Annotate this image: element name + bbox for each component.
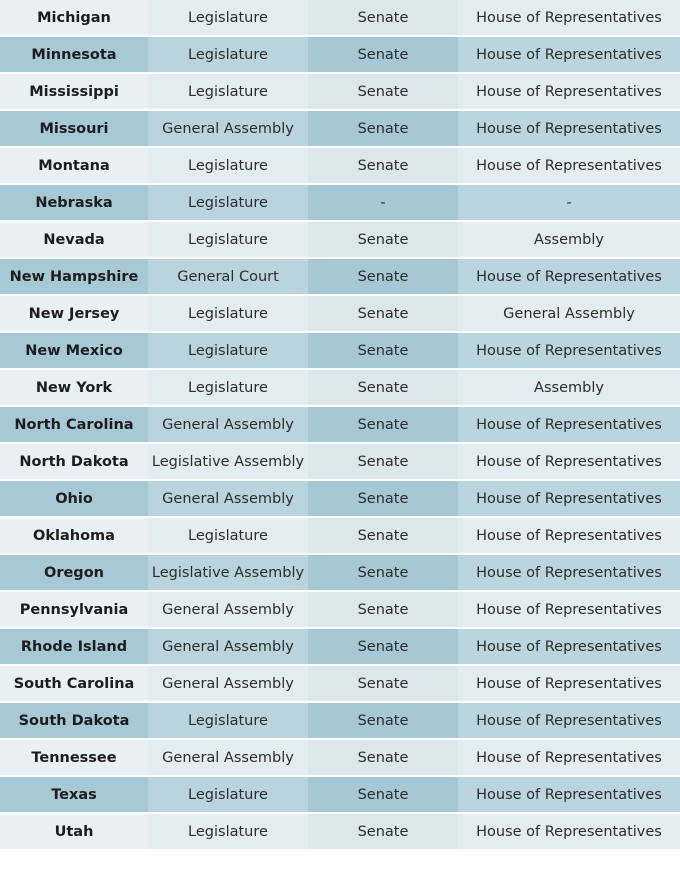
- lower-house-cell: House of Representatives: [458, 592, 680, 629]
- upper-house-cell: Senate: [308, 666, 458, 703]
- legislature-name-cell: Legislature: [148, 703, 308, 740]
- lower-house-cell: Assembly: [458, 222, 680, 259]
- state-name-cell: Rhode Island: [0, 629, 148, 666]
- upper-house-cell: Senate: [308, 111, 458, 148]
- state-name-cell: Oregon: [0, 555, 148, 592]
- lower-house-cell: Assembly: [458, 370, 680, 407]
- lower-house-cell: House of Representatives: [458, 444, 680, 481]
- lower-house-cell: House of Representatives: [458, 666, 680, 703]
- table-row: [0, 444, 680, 481]
- lower-house-cell: House of Representatives: [458, 555, 680, 592]
- lower-house-cell: House of Representatives: [458, 37, 680, 74]
- upper-house-cell: -: [308, 185, 458, 222]
- upper-house-cell: Senate: [308, 518, 458, 555]
- table-row: [0, 703, 680, 740]
- legislature-name-cell: Legislature: [148, 148, 308, 185]
- table-row: [0, 0, 680, 37]
- state-name-cell: New Mexico: [0, 333, 148, 370]
- upper-house-cell: Senate: [308, 814, 458, 851]
- upper-house-cell: Senate: [308, 740, 458, 777]
- legislature-name-cell: Legislature: [148, 74, 308, 111]
- lower-house-cell: House of Representatives: [458, 333, 680, 370]
- upper-house-cell: Senate: [308, 37, 458, 74]
- table-row: [0, 333, 680, 370]
- legislature-name-cell: General Assembly: [148, 666, 308, 703]
- upper-house-cell: Senate: [308, 222, 458, 259]
- table-row: [0, 481, 680, 518]
- legislature-name-cell: Legislature: [148, 814, 308, 851]
- lower-house-cell: House of Representatives: [458, 481, 680, 518]
- upper-house-cell: Senate: [308, 444, 458, 481]
- upper-house-cell: Senate: [308, 296, 458, 333]
- state-name-cell: Utah: [0, 814, 148, 851]
- state-name-cell: North Dakota: [0, 444, 148, 481]
- state-name-cell: South Dakota: [0, 703, 148, 740]
- state-name-cell: Tennessee: [0, 740, 148, 777]
- table-row: [0, 629, 680, 666]
- legislature-name-cell: Legislative Assembly: [148, 444, 308, 481]
- legislature-name-cell: Legislature: [148, 518, 308, 555]
- state-name-cell: South Carolina: [0, 666, 148, 703]
- table-row: [0, 740, 680, 777]
- state-name-cell: Montana: [0, 148, 148, 185]
- upper-house-cell: Senate: [308, 259, 458, 296]
- state-name-cell: Mississippi: [0, 74, 148, 111]
- legislature-name-cell: Legislature: [148, 222, 308, 259]
- lower-house-cell: House of Representatives: [458, 703, 680, 740]
- table-row: [0, 592, 680, 629]
- state-name-cell: Michigan: [0, 0, 148, 37]
- upper-house-cell: Senate: [308, 481, 458, 518]
- table-row: [0, 296, 680, 333]
- table-row: [0, 111, 680, 148]
- legislature-name-cell: Legislature: [148, 296, 308, 333]
- upper-house-cell: Senate: [308, 0, 458, 37]
- lower-house-cell: General Assembly: [458, 296, 680, 333]
- state-name-cell: Ohio: [0, 481, 148, 518]
- state-name-cell: Minnesota: [0, 37, 148, 74]
- legislature-name-cell: Legislature: [148, 333, 308, 370]
- state-name-cell: Oklahoma: [0, 518, 148, 555]
- table-row: [0, 37, 680, 74]
- legislature-name-cell: Legislative Assembly: [148, 555, 308, 592]
- table-row: [0, 407, 680, 444]
- legislature-name-cell: General Assembly: [148, 481, 308, 518]
- lower-house-cell: House of Representatives: [458, 814, 680, 851]
- state-name-cell: North Carolina: [0, 407, 148, 444]
- state-name-cell: New Jersey: [0, 296, 148, 333]
- upper-house-cell: Senate: [308, 370, 458, 407]
- lower-house-cell: -: [458, 185, 680, 222]
- legislature-name-cell: General Assembly: [148, 111, 308, 148]
- legislature-name-cell: General Assembly: [148, 629, 308, 666]
- lower-house-cell: House of Representatives: [458, 740, 680, 777]
- lower-house-cell: House of Representatives: [458, 518, 680, 555]
- legislature-name-cell: Legislature: [148, 185, 308, 222]
- lower-house-cell: House of Representatives: [458, 0, 680, 37]
- upper-house-cell: Senate: [308, 777, 458, 814]
- upper-house-cell: Senate: [308, 629, 458, 666]
- legislature-name-cell: Legislature: [148, 0, 308, 37]
- state-name-cell: Texas: [0, 777, 148, 814]
- upper-house-cell: Senate: [308, 555, 458, 592]
- table-row: [0, 555, 680, 592]
- state-name-cell: Nebraska: [0, 185, 148, 222]
- lower-house-cell: House of Representatives: [458, 777, 680, 814]
- upper-house-cell: Senate: [308, 703, 458, 740]
- legislature-name-cell: General Assembly: [148, 407, 308, 444]
- state-name-cell: New Hampshire: [0, 259, 148, 296]
- state-name-cell: Nevada: [0, 222, 148, 259]
- lower-house-cell: House of Representatives: [458, 74, 680, 111]
- state-name-cell: Pennsylvania: [0, 592, 148, 629]
- legislature-name-cell: General Assembly: [148, 592, 308, 629]
- table-row: [0, 185, 680, 222]
- state-name-cell: Missouri: [0, 111, 148, 148]
- table-row: [0, 814, 680, 851]
- legislature-name-cell: Legislature: [148, 370, 308, 407]
- lower-house-cell: House of Representatives: [458, 407, 680, 444]
- table-row: [0, 370, 680, 407]
- table-row: [0, 148, 680, 185]
- lower-house-cell: House of Representatives: [458, 148, 680, 185]
- table-row: [0, 777, 680, 814]
- legislature-name-cell: Legislature: [148, 777, 308, 814]
- table-row: [0, 259, 680, 296]
- lower-house-cell: House of Representatives: [458, 111, 680, 148]
- upper-house-cell: Senate: [308, 148, 458, 185]
- legislature-name-cell: Legislature: [148, 37, 308, 74]
- table-row: [0, 518, 680, 555]
- legislature-name-cell: General Assembly: [148, 740, 308, 777]
- upper-house-cell: Senate: [308, 74, 458, 111]
- state-name-cell: New York: [0, 370, 148, 407]
- legislature-name-cell: General Court: [148, 259, 308, 296]
- lower-house-cell: House of Representatives: [458, 259, 680, 296]
- table-row: [0, 222, 680, 259]
- table-row: [0, 74, 680, 111]
- upper-house-cell: Senate: [308, 407, 458, 444]
- lower-house-cell: House of Representatives: [458, 629, 680, 666]
- upper-house-cell: Senate: [308, 592, 458, 629]
- upper-house-cell: Senate: [308, 333, 458, 370]
- table-row: [0, 666, 680, 703]
